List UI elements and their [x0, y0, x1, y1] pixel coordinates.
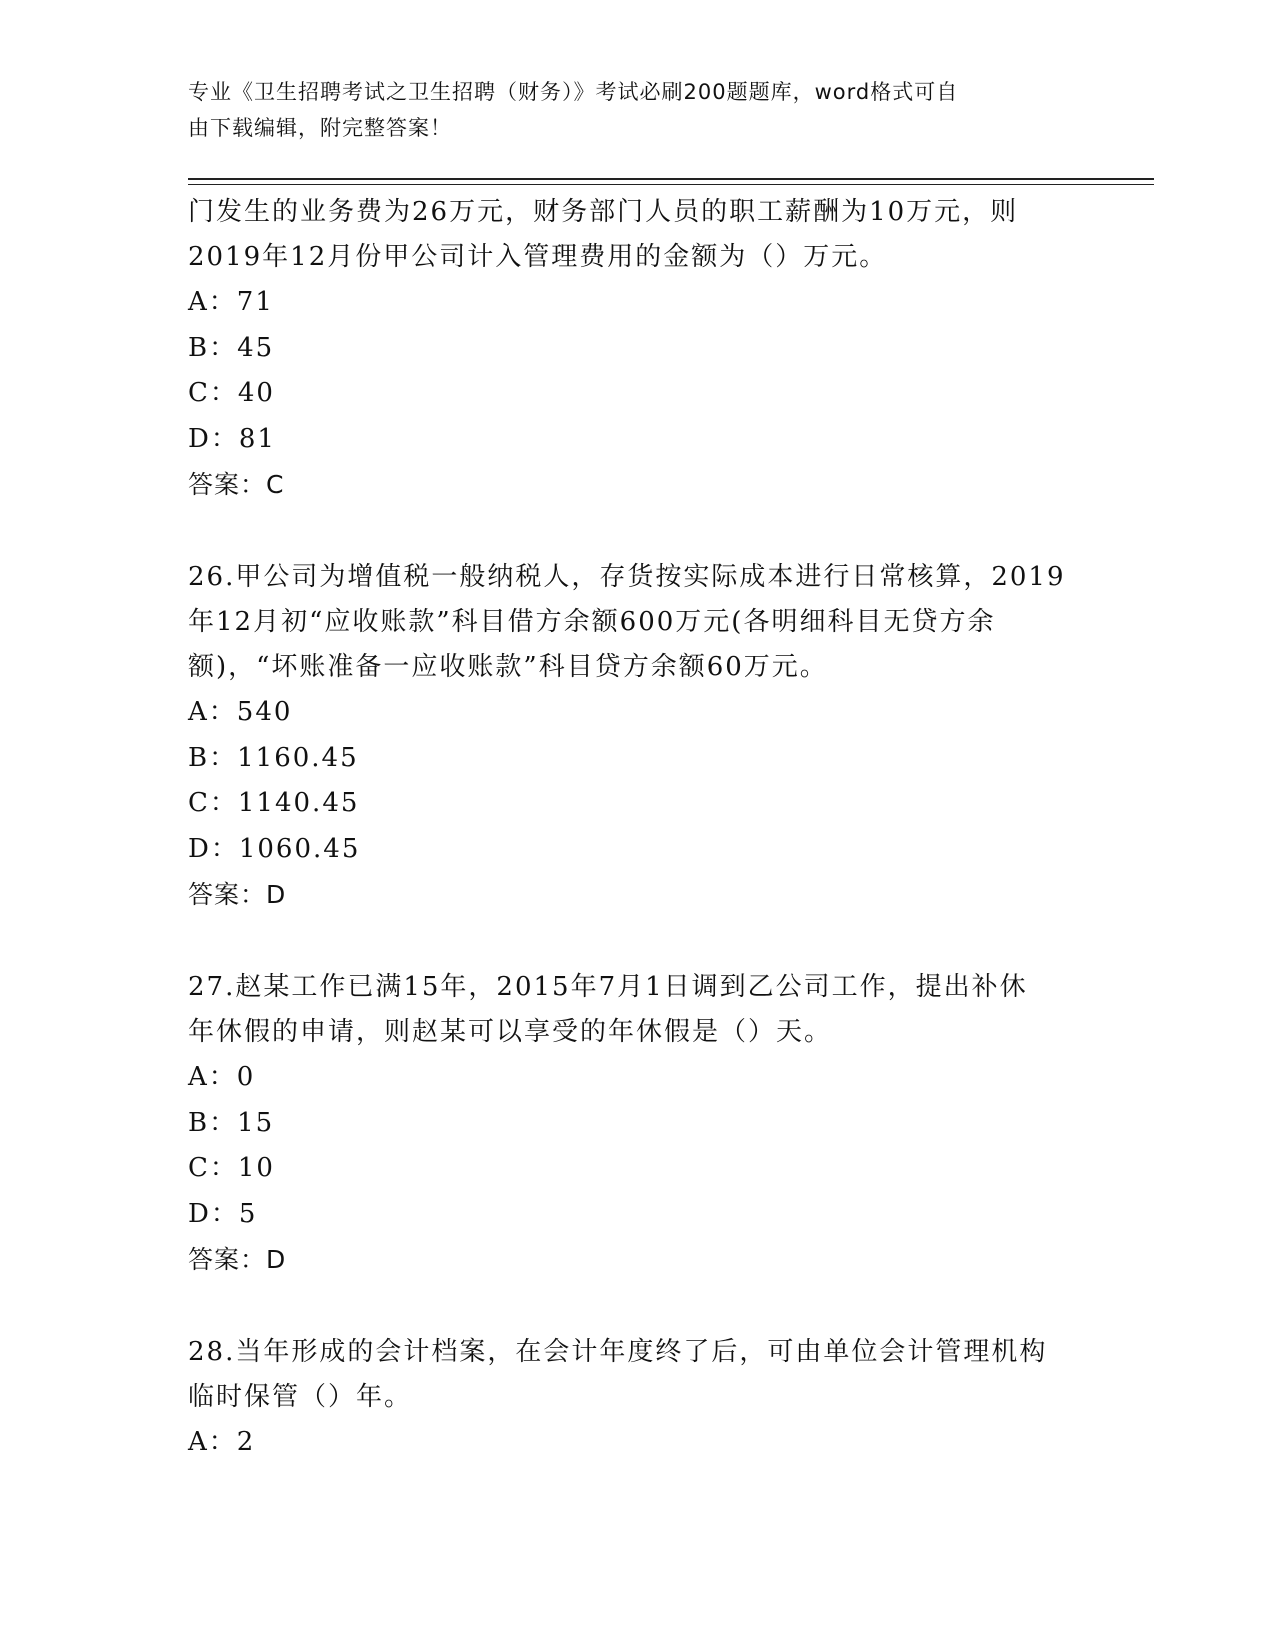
option-a: A：540: [188, 697, 293, 727]
option-a: A：71: [188, 287, 274, 317]
question-text-line: 门发生的业务费为26万元，财务部门人员的职工薪酬为10万元，则: [188, 197, 1019, 227]
question-list: [188, 190, 1068, 1466]
question-item: [188, 190, 1068, 508]
option-c: C：1140.45: [188, 788, 360, 818]
question-text-line: 27.赵某工作已满15年，2015年7月1日调到乙公司工作，提出补休: [188, 972, 1028, 1002]
option-a: A：2: [188, 1427, 256, 1457]
option-a: A：0: [188, 1062, 256, 1092]
answer-line: 答案：C: [188, 470, 285, 499]
option-c: C：10: [188, 1153, 275, 1183]
option-b: B：1160.45: [188, 742, 359, 773]
option-c: C：40: [188, 378, 275, 408]
option-b: B：15: [188, 1107, 275, 1138]
answer-line: 答案：D: [188, 880, 287, 909]
question-text-line: 年12月初“应收账款”科目借方余额600万元(各明细科目无贷方余: [188, 607, 996, 637]
option-b: B：45: [188, 332, 275, 363]
header-divider-thick: [188, 178, 1154, 180]
question-text-line: 额)，“坏账准备一应收账款”科目贷方余额60万元。: [188, 652, 828, 682]
header-title-line-2: 由下载编辑，附完整答案！: [188, 116, 452, 140]
question-text-line: 2019年12月份甲公司计入管理费用的金额为（）万元。: [188, 242, 888, 272]
header-title-line-1: 专业《卫生招聘考试之卫生招聘（财务）》考试必刷200题题库，word格式可自: [188, 80, 959, 104]
header-divider-thin: [188, 184, 1154, 185]
question-text-line: 年休假的申请，则赵某可以享受的年休假是（）天。: [188, 1017, 833, 1047]
question-text-line: 26.甲公司为增值税一般纳税人，存货按实际成本进行日常核算，2019: [188, 562, 1066, 592]
question-item: [188, 965, 1068, 1283]
option-d: D：5: [188, 1198, 258, 1229]
question-item: [188, 555, 1068, 918]
question-item: [188, 1330, 1068, 1466]
answer-line: 答案：D: [188, 1245, 287, 1274]
option-d: D：81: [188, 423, 276, 454]
option-d: D：1060.45: [188, 833, 361, 864]
question-text-line: 28.当年形成的会计档案，在会计年度终了后，可由单位会计管理机构: [188, 1337, 1048, 1367]
document-header: [188, 74, 1068, 146]
question-text-line: 临时保管（）年。: [188, 1382, 413, 1412]
